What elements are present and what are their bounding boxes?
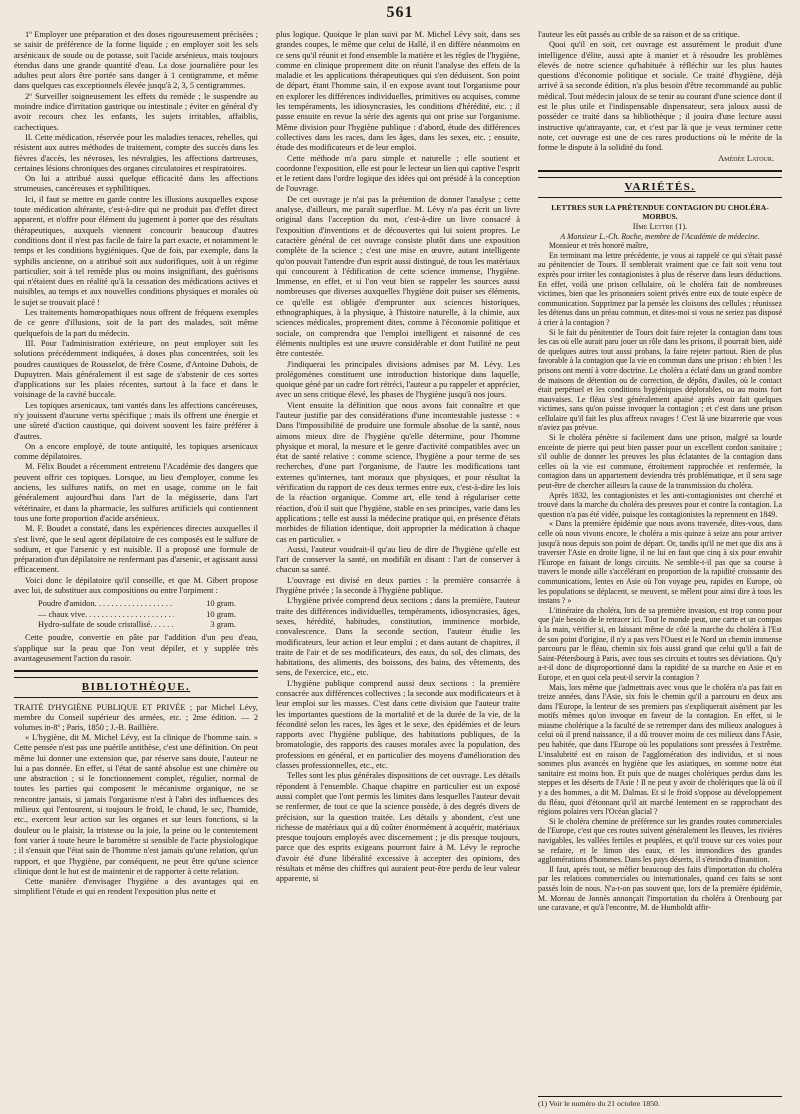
paragraph: Voici donc le dépilatoire qu'il conseille, et que M. Gibert propose avec lui, de substituer aux compositions ou entre l'orpiment : bbox=[14, 575, 258, 596]
paragraph: Si le choléra chemine de préférence sur les grandes routes commerciales de l'Europe, c'est que ces routes suivent généralement les fleuves, les rivières navigables, les vallées fertiles et peuplées, et qu'il trouve sur ces voies pour se refaire, et le limon des eaux, et les immondices des grandes agglomérations d'hommes. Dans les pays déserts, il s'éteindra d'inanition. bbox=[538, 816, 782, 865]
paragraph: On lui a attribué aussi quelque efficacité dans les affections strumeuses, cancéreuses et syphilitiques. bbox=[14, 174, 258, 194]
section-divider bbox=[14, 670, 258, 678]
paragraph: De cet ouvrage je n'ai pas la prétention de donner l'analyse ; cette analyse, d'ailleurs, me paraît superflue. M. Lévy n'a pas écrit un livre original dans l'acception du mot, c'est-à-dire un livre consacré à l'exposition d'inventions et de découvertes qui lui soient propres. Le caractère général de cet ouvrage consiste plutôt dans une exposition complète de la science ; c'est une mise en œuvre, autant intelligente qu'on pouvait l'attendre d'un esprit aussi distingué, de tous les matériaux qui concourent à l'édification de cette science immense, l'hygiène. Immense, en effet, et si l'on veut bien se rappeler les sources aussi nombreuses que diverses auxquelles l'hygiène doit puiser ses éléments, ce qu'elle est obligée d'emprunter aux sciences historiques, ethnographiques, à la physique, à l'histoire naturelle, à la chimie, aux sciences médicales, proprement dites, comme à l'économie politique et sociale, on comprendra que l'emploi intelligent et raisonné de ces éléments multiples est une œuvre considérable et dont l'utilité ne peut être contestée. bbox=[276, 194, 520, 359]
paragraph: On a encore employé, de toute antiquité, les topiques arsenicaux comme dépilatoires. bbox=[14, 441, 258, 462]
paragraph: Cette manière d'envisager l'hygiène a des avantages qui en simplifient l'étude et qui en rendent l'exposition plus nette et bbox=[14, 877, 258, 897]
letter-addressee: A Monsieur L.-Ch. Roche, membre de l'Académie de médecine. bbox=[560, 231, 760, 241]
paragraph: L'ouvrage est divisé en deux parties : la première consacrée à l'hygiène privée ; la seconde à l'hygiène publique. bbox=[276, 575, 520, 596]
formula-quantity: 3 gram. bbox=[210, 619, 236, 629]
formula-ingredient: — chaux vive bbox=[38, 609, 85, 619]
section-heading-text: BIBLIOTHÈQUE. bbox=[81, 681, 191, 694]
paragraph: Vient ensuite la définition que nous avons fait connaître et que l'auteur justifie par des considérations d'une incontestable justesse : « Dans l'impossibilité de produire une formule absolue de la santé, nous aimons mieux dire de l'hygiène qu'elle détermine, pour l'homme physique et moral, la mesure et le genre d'activité compatibles avec un état de santé relative : comme science, l'hygiène a pour terme de ses recherches, d'une part l'organisme, de l'autre les modifications tant externes qu'internes, tant moraux que physiques, et pour résultat la vérification du rapport de ces deux termes entre eux, c'est-à-dire les lois de la réaction organique. Comme art, elle tend à régulariser cette réaction, d'où il suit que l'hygiène, stable en ses principes, varie dans les applications ; telle est aussi la médecine pratique qui, en présence d'états morbides de filiation identique, doit approprier la médication à chaque cas en particulier. » bbox=[276, 400, 520, 544]
paragraph: Quoi qu'il en soit, cet ouvrage est assurément le produit d'une intelligence d'élite, aussi apte à manier et à résoudre les problèmes élevés de notre science qu'habituée à réfléchir sur les plus hautes questions d'économie politique et sociale. Ce traité d'hygiène, déjà arrivé à sa seconde édition, n'a plus besoin d'être recommandé au public médical. Tout médecin jaloux de se tenir au courant d'une science dont il est le plus utile et l'indispensable dispensateur, sera jaloux aussi de posséder ce traité dans sa bibliothèque ; il jouira d'une lecture aussi instructive qu'attrayante, car, et c'est par là que je veux terminer cette note, cet ouvrage est une de ces rares productions où le mérite de la forme le dispute à la solidité du fond. bbox=[538, 40, 782, 153]
footnote: (1) Voir le numéro du 21 octobre 1850. bbox=[538, 1096, 782, 1108]
paragraph: Cette méthode m'a paru simple et naturelle ; elle soutient et coordonne l'exposition, elle est pour le lecteur un lien qui captive l'esprit et le retient dans l'ordre logique des idées qui ont présidé à la conception de l'ouvrage. bbox=[276, 153, 520, 194]
paragraph: Ici, il faut se mettre en garde contre les illusions auxquelles expose toute médication altérante, c'est-à-dire qui ne produit pas d'effet direct apparent, et n'offre pour élément du jugement à porter que des résultats thérapeutiques, auxquels viennent concourir beaucoup d'autres conditions dont il n'est pas facile de faire la part exacte, et notamment le temps et les conditions hygiéniques. Que de fois, par exemple, dans la syphilis ancienne, on a attribué soit aux sudorifiques, soit à un régime particulier, soit à tel remède plus ou moins insignifiant, des guérisons qui n'étaient dues en réalité qu'à la cessation des médications actives et nuisibles, au temps et aux nouvelles conditions physiques et morales où le sujet se trouvait placé ! bbox=[14, 194, 258, 307]
paragraph: Mais, lors même que j'admettrais avec vous que le choléra n'a pas fait en treize années, dans l'Asie, six fois le chemin qu'il a parcouru en deux ans dans l'Europe, la lenteur de ses premiers pas s'expliquerait aisément par les motifs mêmes qu'on invoque en faveur de la contagion. En effet, si le miasme cholérique a la faculté de se retremper dans des milieux analogues à celui où il prend naissance, il a dû trouver moins de ces milieux dans l'Asie, peu habitée, que dans l'Europe où les populations sont pressées à l'extrême. L'insalubrité est en raison de l'agglomération des individus, et si nous sommes plus avancés en hygiène que les asiatiques, en somme notre état sanitaire est moins bon. Et puis que de nuages cholériques perdus dans les steppes et les déserts de l'Asie ! Il ne peut y avoir de cholériques que là où il y a des hommes, a dit M. Dalmas. Et si le froid s'oppose au développement du fléau, quoi d'étonnant qu'il ait marché lentement en se rapprochant des régions polaires vers l'Océan glacial ? bbox=[538, 682, 782, 817]
paragraph: II. Cette médication, réservée pour les maladies tenaces, rebelles, qui résistent aux autres méthodes de traitement, compte des succès dans les fièvres d'accès, les névroses, les névralgies, les affections dartreuses, certaines lésions chroniques des organes circulatoires et respiratoires. bbox=[14, 132, 258, 173]
paragraph: plus logique. Quoique le plan suivi par M. Michel Lévy soit, dans ses grandes coupes, le même que celui de Hallé, il en diffère néanmoins en ce sens qu'il réunit et fond ensemble la matière et les règles de l'hygiène, comme en clinique proprement dite on réunit l'analyse des effets de la maladie et les applications thérapeutiques qui s'en déduisent. Son point de départ, étant l'homme sain, il en expose avant tout l'organisme pour en explorer les différences individuelles, primitives ou acquises, comme les tempéraments, les idiosyncrasies, les conditions d'hérédité, etc. ; il passe ensuite en revue la série des agents qui ont prise sur l'organisme. Même division pour l'hygiène publique : d'abord, étude des différences collectives dans les races, dans les âges, dans les sexes, etc. ; ensuite, étude des modificateurs et de leur emploi. bbox=[276, 30, 520, 153]
formula-row bbox=[14, 610, 258, 620]
section-divider bbox=[538, 170, 782, 178]
divider bbox=[14, 697, 258, 698]
formula-row bbox=[14, 599, 258, 609]
formula-ingredient: Hydro-sulfate de soude cristallisé bbox=[38, 619, 151, 629]
paragraph: Si le fait du pénitentier de Tours doit faire rejeter la contagion dans tous les cas où elle aurait paru jouer un rôle dans les prisons, il pourrait bien, aidé de quelques autres tout aussi probans, la faire rejeter partout. Rien de plus favorable à la contagion que la vie en commun dans une prison : eh bien ! les prisons ont mentí à votre doctrine. Le choléra a éclaté dans un grand nombre de maisons de détention ou de correction, de dépôts, d'asiles, où le contact était perpétuel et les conditions hygiéniques déplorables, ou au moins fort mauvaises. Le fléau s'est généralement apaisé après avoir fait quelques victimes, sans qu'on puisse invoquer la contagion ; et c'est dans une prison cellulaire qu'il fait les plus affreux ravages ! C'est là une bizarrerie que vous n'aviez pas prévue. bbox=[538, 327, 782, 433]
column-middle bbox=[276, 30, 520, 1108]
paragraph: 2º Surveiller soigneusement les effets du remède ; le suspendre au moindre indice d'irritation gastrique ou intestinale ; éviter en général d'y avoir recours chez les enfants, les sujets irritables, affaiblis, cachectiques. bbox=[14, 91, 258, 132]
paragraph: « L'hygiène, dit M. Michel Lévy, est la clinique de l'homme sain. » Cette pensée n'est pas une puérile antithèse, c'est une définition. On peut même lui donner une extension que, par réserve sans doute, l'auteur ne lui a pas donnée. En effet, si l'état de santé absolue est une chimère ou une abstraction ; si le fonctionnement complet, régulier, normal de toutes les parties qui composent le mécanisme organique, ne se rencontre jamais, si jamais l'organisme n'est à l'abri des influences des milieux qui l'entourent, si toujours le froid, le chaud, le sec, l'humide, etc., exercent leur action sur les organes et sur leurs fonctions, si la douleur ou le plaisir, la tristesse ou la joie, la peine ou le contentement font varier à toute heure le baromètre si sensible de l'acte physiologique ; il s'ensuit que l'état sain de l'homme n'est jamais qu'une relation, qu'un rapport, et que l'hygiène, par conséquent, ne peut être qu'une science clinique dont le but est de maintenir et de rapporter à cette relation. bbox=[14, 732, 258, 876]
paragraph: L'hygiène privée comprend deux sections ; dans la première, l'auteur traite des différences individuelles, tempéraments, idiosyncrasies, âges, sexes, hérédité, habitudes, constitution, imminence morbide, convalescence. Dans la seconde section, l'auteur étudie les modificateurs, leur action et leur emploi ; et dans autant de chapitres, il traite de l'air et de ses modificateurs, des eaux, du sol, des climats, des habitations, des aliments, des boissons, des bains, des vêtements, des sens, de l'exercice, etc., etc. bbox=[276, 596, 520, 678]
formula-ingredient: Poudre d'amidon bbox=[38, 599, 95, 609]
letter-salutation: Monsieur et très honoré maître, bbox=[549, 241, 649, 251]
book-title: TRAITÉ D'HYGIÈNE PUBLIQUE ET PRIVÉE ; par Michel Lévy, membre du Conseil supérieur des armées, etc. ; 2me édition. — 2 volumes in-8º ; Paris, 1850 ; J.-B. Baillière. bbox=[14, 702, 258, 732]
paragraph: L'hygiène publique comprend aussi deux sections : la première consacrée aux différences collectives ; la seconde aux modificateurs et à leur emploi sur les masses. C'est dans cette division que l'auteur traite les importantes questions de la mortalité et de la durée de la vie, de la fécondité selon les races, les âges et le sexe, des épidémies et de leurs rapports avec l'hygiène publique, des habitations publiques, de la bromatologie, des rapports des causes morales avec la population, des professions en général, et en particulier des moyens d'amélioration des classes professionnelles, etc., etc. bbox=[276, 678, 520, 771]
paragraph: « Dans la première épidémie que nous avons traversée, dites-vous, dans celle où nous vivons encore, le choléra a mis quinze à seize ans pour arriver jusqu'à nous depuis son point de départ. Or, tandis qu'il ne met que dix ans à traverser l'Asie en droite ligne, il ne lui en faut que cinq à six pour envahir l'Europe en faisant de longs circuits. Ne semble-t-il pas que sa course à travers le monde aille s'accélérant en proportion de la rapidité croissante des communications, lentes en Asie où l'on voyage peu, rapides en Europe, où les populations se déplacent, se meuvent, se mêlent pour ainsi dire à tous les instans ? » bbox=[538, 519, 782, 606]
paragraph: Aussi, l'auteur voudrait-il qu'au lieu de dire de l'hygiène qu'elle est l'art de conserver la santé, on modifiât en disant : l'art de conserver à chacun sa santé. bbox=[276, 544, 520, 575]
paragraph: L'itinéraire du choléra, lors de sa première invasion, est trop connu pour que j'aie besoin de le retracer ici. Tout le monde peut, une carte et un compas à la main, vérifier si, en laissant même de côté la marche du choléra à l'Est de son point d'origine, il n'y a pas vers l'Ouest et le Nord un chemin immense parcouru par le fléau, chemin six fois aussi grand que celui qu'il a fait de Saint-Pétersbourg à Paris, avec tous ses circuits et toutes ses déviations. Qu'y a-t-il donc de disproportionné dans la rapidité de sa marche en Asie et en Europe, et en quoi cela peut-il servir la contagion ? bbox=[538, 605, 782, 682]
paragraph: Si le choléra pénètre si facilement dans une prison, malgré sa lourde enceinte de pierre qui peut bien passer pour un excellent cordon sanitaire ; s'il oublie de donner les preuves les plus éclatantes de la contagion dans celles où la vie est commune, étroitement rapprochée et renfermée, la contagion dans un appartement deviendra très problématique, et il sera sage peut-être de chercher ailleurs la cause de la transmission du choléra. bbox=[538, 433, 782, 491]
formula-quantity: 10 gram. bbox=[206, 609, 236, 619]
dot-leader bbox=[150, 620, 174, 630]
paragraph: Les traitements homœopathiques nous offrent de fréquens exemples de ce genre d'illusions, soit de la part des malades, soit même quelquefois de la part du médecin. bbox=[14, 308, 258, 338]
formula-list bbox=[14, 599, 258, 630]
paragraph: M. Félix Boudet a récemment entretenu l'Académie des dangers que peuvent offrir ces topiques. Lorsque, au lieu d'employer, comme les anciens, les sulfures natifs, on met en usage, comme on le fait généralement aujourd'hui dans l'art de la mégisserie, dans l'art vétérinaire, et dans la pharmacie, les sulfures artificiels qui contiennent tous une forte proportion d'acide arsénieux. bbox=[14, 462, 258, 523]
section-heading-bibliotheque bbox=[14, 682, 258, 693]
column-left bbox=[14, 30, 258, 1108]
section-heading-varietes bbox=[538, 182, 782, 193]
dot-leader bbox=[95, 599, 174, 609]
formula-row bbox=[14, 620, 258, 630]
section-heading-text: VARIÉTÉS. bbox=[624, 180, 696, 193]
formula-quantity: 10 gram. bbox=[206, 599, 236, 609]
column-right bbox=[538, 30, 782, 1090]
paragraph: Les topiques arsenicaux, tant vantés dans les affections cancéreuses, n'y jouissent d'aucune vertu spécifique ; mais ils offrent une énergie et une sûreté d'action caustique, qui doivent souvent les faire préférer à d'autres. bbox=[14, 400, 258, 441]
paragraph: M. F. Boudet a constaté, dans les expériences directes auxquelles il s'est livré, que le seul agent dépilatoire de ces composés est le sulfure de sodium, et que l'arsenic y est nuisible. Il a proposé une formule de préparation d'un dépilatoire ne renfermant pas d'arsenic, et agissant aussi efficacement. bbox=[14, 524, 258, 575]
paragraph: III. Pour l'administration extérieure, on peut employer soit les solutions précédemment indiquées, à doses plus concentrées, soit les poudres caustiques de Rousselot, de frère Cosme, d'Antoine Dubois, de Dupuytren. Mais généralement il est sage de s'abstenir de ces sortes d'applications sur les plaies récentes, surtout à la face et dans le voisinage de la cavité buccale. bbox=[14, 338, 258, 400]
page-number: 561 bbox=[386, 4, 414, 21]
paragraph: Après 1832, les contagionistes et les anti-contagionistes ont cherché et trouvé dans la marche du choléra des preuves pour et contre la contagion. La question n'a pas été vidée, puisque les contagionistes la reprennent en 1849. bbox=[538, 490, 782, 519]
letters-subheading: LETTRES SUR LA PRÉTENDUE CONTAGION DU CHOLÉRA-MORBUS. bbox=[551, 202, 769, 222]
paragraph: J'indiquerai les principales divisions admises par M. Lévy. Les prolégomènes constituent une introduction historique dans laquelle, quoique géné par un cadre fort rétréci, l'auteur a pu rappeler et apprécier, avec un sens critique élevé, les phases de l'hygiène jusqu'à nos jours. bbox=[276, 359, 520, 400]
paragraph: Cette poudre, convertie en pâte par l'addition d'un peu d'eau, s'applique sur la peau que l'on veut dépiler, et y supplée très avantageusement l'action du rasoir. bbox=[14, 633, 258, 663]
author-signature: Amédée Latour. bbox=[718, 153, 774, 163]
paragraph: l'auteur les eût passés au crible de sa raison et de sa critique. bbox=[538, 30, 740, 39]
divider bbox=[538, 197, 782, 198]
paragraph: Il faut, après tout, se méfier beaucoup des faits d'importation du choléra par les relations commerciales ou internationales, quand ces faits se sont passés loin de nous. N'a-t-on pas souvent que, lors de la première épidémie, M. Moreau de Jonnès annonçait l'importation du choléra à Orenbourg par une caravane, et qu'à l'encontre, M. de Humboldt affir- bbox=[538, 864, 782, 913]
paragraph: Telles sont les plus générales dispositions de cet ouvrage. Les détails répondent à l'ensemble. Chaque chapitre en particulier est un exposé aussi complet que l'ont permis les limites dans lesquelles l'auteur devait se renfermer, de tout ce que la science possède, à des degrés divers de précision, sur la question traitée. Les détails y abondent, c'est une richesse de matériaux qui a dû coûter énormément à acquérir, matériaux presque toujours employés avec discernement ; je dis presque toujours, parce que des esprits exigeans pourront faire à M. Lévy le reproche d'avoir été d'une libéralité excessive à accepter des opinions, des résultats et même des chiffres qui auraient peut-être perdu de leur valeur apparente, si bbox=[276, 771, 520, 884]
paragraph: 1º Employer une préparation et des doses rigoureusement précisées ; se saisir de préférence de la forme liquide ; en employer soit les sels arsénicaux de soude ou de potasse, soit l'acide arsénieux, mais toujours étendus dans une grande quantité d'eau. La dose journalière pour les adultes peut alors être portée sans danger à 1 centigramme, et même dans quelques cas exceptionnels élevée jusqu'à 2, 3, 5 centigrammes. bbox=[14, 30, 258, 91]
paragraph: En terminant ma lettre précédente, je vous ai rappelé ce qui s'était passé au pénitencier de Tours. Il semblerait vraiment que ce fait soit venu tout exprès pour irriter les contagionistes à plus de réserve dans leurs déductions. En effet, voilà une prison cellulaire, où le choléra fait de nombreuses victimes, bien que les prisonniers soient privés entre eux de toute espèce de communication. Supprimez par la pensée les cloisons des cellules ; réunissez les détenus dans un préau commun, et dites-moi si vous ne seriez pas disposé à crier à la contagion ? bbox=[538, 250, 782, 327]
letter-number: IIme Lettre (1). bbox=[632, 221, 688, 231]
dot-leader bbox=[85, 610, 174, 620]
